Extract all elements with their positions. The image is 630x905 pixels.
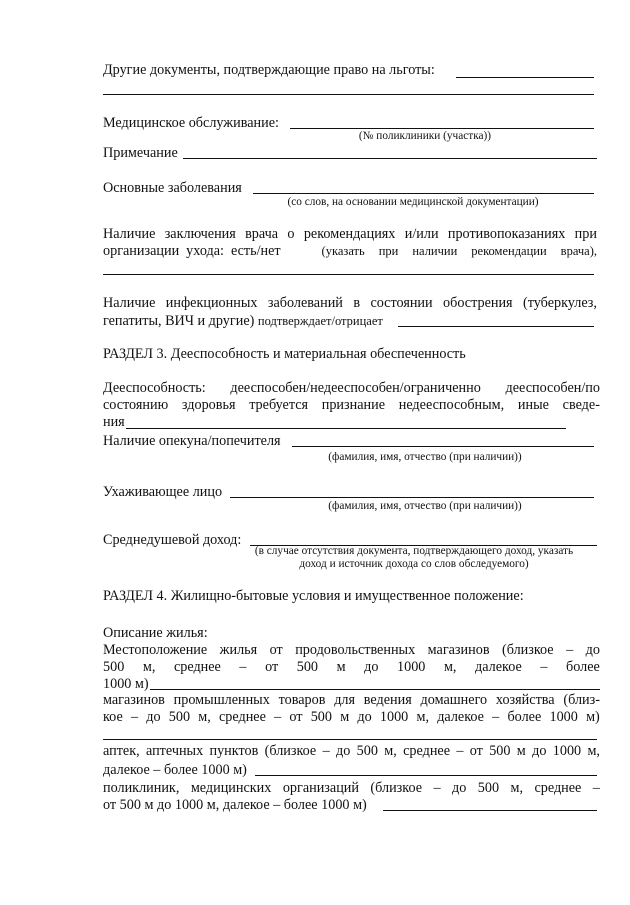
income-hint-line1: (в случае отсутствия документа, подтверждающего доход, указать <box>254 545 574 557</box>
medical-label: Медицинское обслуживание: <box>103 115 279 131</box>
pharmacy-line1 <box>103 743 600 760</box>
food-line2-word: 500 <box>296 659 319 675</box>
clinic-line1-word: 500 <box>477 780 500 796</box>
pharmacy-line1-word: м <box>516 743 526 759</box>
caregiver-field[interactable] <box>230 497 594 498</box>
doctor-line2-hint-word: наличии <box>412 244 458 258</box>
goods-line2-word: далекое <box>437 709 484 725</box>
other-docs-field-line2[interactable] <box>103 94 594 95</box>
food-line1 <box>103 642 600 659</box>
capacity-line2-word: иные <box>517 397 549 413</box>
goods-line2-word: 500 <box>168 709 191 725</box>
capacity-line1 <box>103 380 600 397</box>
other-docs-label: Другие документы, подтверждающие право на льготы: <box>103 62 435 78</box>
clinic-line2: от 500 м до 1000 м, далекое – более 1000 м) <box>103 797 367 813</box>
capacity-line2-word: требуется <box>249 397 309 413</box>
clinic-line1-word: поликлиник, <box>103 780 180 796</box>
goods-line2-word: от <box>289 709 303 725</box>
infection-line1-word: Наличие <box>103 295 156 311</box>
capacity-line2-word: сведе- <box>562 397 600 413</box>
other-docs-field[interactable] <box>456 77 594 78</box>
goods-field[interactable] <box>103 739 597 740</box>
doctor-line2-hint <box>322 243 597 260</box>
doctor-line1 <box>103 226 597 243</box>
infection-line1 <box>103 295 597 312</box>
capacity-line3: ния <box>103 414 125 430</box>
goods-line1-word: (близ- <box>563 692 600 708</box>
doctor-line2-hint-word: рекомендации <box>471 244 547 258</box>
caregiver-label: Ухаживающее лицо <box>103 484 223 500</box>
goods-line2-word: м <box>340 709 350 725</box>
clinic-field[interactable] <box>383 810 597 811</box>
food-line2 <box>103 659 600 676</box>
goods-line1 <box>103 692 600 709</box>
doctor-line2 <box>103 243 597 260</box>
capacity-line2-word: недееспособным, <box>398 397 505 413</box>
food-line2-word: 500 <box>103 659 125 675</box>
pharmacy-line1-word: м, <box>587 743 600 759</box>
food-line3: 1000 м) <box>103 676 149 692</box>
infection-line1-word: состоянии <box>370 295 433 311</box>
pharmacy-line2: далекое – более 1000 м) <box>103 762 247 778</box>
food-line2-word: 1000 <box>397 659 426 675</box>
doctor-line1-word: заключения <box>164 226 236 242</box>
diseases-hint: (со слов, на основании медицинской документации) <box>287 196 539 208</box>
infection-line1-word: обострения <box>443 295 513 311</box>
doctor-field[interactable] <box>103 274 594 275</box>
goods-line2-word: м, <box>198 709 211 725</box>
clinic-line1-word: (близкое <box>370 780 423 796</box>
goods-line2-word: м) <box>586 709 600 725</box>
goods-line2-word: 1000 <box>549 709 578 725</box>
goods-line2-word: 1000 <box>379 709 409 725</box>
goods-line1-word: магазинов <box>103 692 165 708</box>
clinic-line1-word: среднее <box>534 780 582 796</box>
goods-line1-word: для <box>334 692 356 708</box>
food-line2-word: до <box>364 659 379 675</box>
guardian-hint: (фамилия, имя, отчество (при наличии)) <box>328 451 522 463</box>
clinic-line1-word: м, <box>510 780 523 796</box>
caregiver-hint: (фамилия, имя, отчество (при наличии)) <box>328 500 522 512</box>
infection-field[interactable] <box>398 326 594 327</box>
doctor-line2-main-word: ухода: <box>186 243 224 259</box>
pharmacy-line1-word: – <box>322 743 330 759</box>
food-line1-word: от <box>269 642 283 658</box>
doctor-line1-word: рекомендациях <box>303 226 396 242</box>
infection-line1-word: инфекционных <box>165 295 258 311</box>
doctor-line1-word: Наличие <box>103 226 156 242</box>
capacity-line1-word: Дееспособность: <box>103 380 206 396</box>
infection-line2-hint: подтверждает/отрицает <box>257 314 383 328</box>
doctor-line2-hint-word: врача), <box>560 244 597 258</box>
infection-line1-word: в <box>353 295 361 311</box>
clinic-line1-word: до <box>452 780 467 796</box>
food-line2-word: – <box>540 659 548 675</box>
food-line1-word: (близкое <box>502 642 554 658</box>
doctor-line2-hint-word: при <box>378 244 399 258</box>
infection-line1-word: (туберкулез, <box>523 295 597 311</box>
doctor-line2-main <box>103 243 281 260</box>
pharmacy-line1-word: среднее <box>403 743 450 759</box>
goods-line2-word: – <box>274 709 282 725</box>
food-line2-word: далекое <box>475 659 522 675</box>
doctor-line1-word: противопоказаниях <box>447 226 566 242</box>
goods-line2 <box>103 709 600 726</box>
doctor-line1-word: при <box>574 226 597 242</box>
infection-line2-main: гепатиты, ВИЧ и другие) <box>103 313 255 329</box>
clinic-line1-word: – <box>592 780 600 796</box>
goods-line2-word: кое <box>103 709 123 725</box>
clinic-line1-word: медицинских <box>190 780 272 796</box>
guardian-label: Наличие опекуна/попечителя <box>103 433 281 449</box>
guardian-field[interactable] <box>292 446 594 447</box>
goods-line2-word: – <box>492 709 500 725</box>
doctor-line2-main-word: есть/нет <box>230 243 281 259</box>
doctor-line1-word: и/или <box>404 226 439 242</box>
clinic-line1-word: организаций <box>282 780 359 796</box>
pharmacy-line1-word: аптек, <box>103 743 140 759</box>
food-line1-word: жилья <box>219 642 258 658</box>
section3-title: РАЗДЕЛ 3. Дееспособность и материальная обеспеченность <box>103 346 466 362</box>
goods-line1-word: промышленных <box>173 692 270 708</box>
pharmacy-line1-word: до <box>335 743 351 759</box>
food-line2-word: от <box>265 659 279 675</box>
diseases-label: Основные заболевания <box>103 180 242 196</box>
infection-line1-word: заболеваний <box>267 295 343 311</box>
pharmacy-line1-word: до <box>532 743 547 759</box>
pharmacy-line1-word: – <box>456 743 464 759</box>
goods-line2-word: до <box>146 709 161 725</box>
medical-field[interactable] <box>290 128 594 129</box>
food-line1-word: магазинов <box>427 642 490 658</box>
pharmacy-line1-word: пунктов <box>209 743 259 759</box>
capacity-line2-word: состоянию <box>103 397 169 413</box>
doctor-line1-word: врача <box>245 226 279 242</box>
food-line1-word: продовольственных <box>295 642 416 658</box>
goods-line2-word: м, <box>416 709 429 725</box>
clinic-line1-word: – <box>433 780 441 796</box>
pharmacy-field[interactable] <box>255 775 597 776</box>
goods-line1-word: хозяйства <box>495 692 555 708</box>
food-line2-word: м <box>336 659 346 675</box>
food-line2-word: м, <box>443 659 457 675</box>
doctor-line2-hint-word: (указать <box>321 244 365 258</box>
goods-line1-word: товаров <box>278 692 326 708</box>
diseases-field[interactable] <box>253 193 594 194</box>
capacity-line1-word: дееспособен/по <box>505 380 600 396</box>
pharmacy-line1-word: 500 <box>489 743 511 759</box>
pharmacy-line1-word: 500 <box>356 743 378 759</box>
medical-hint: (№ поликлиники (участка)) <box>358 130 492 142</box>
capacity-field[interactable] <box>126 428 566 429</box>
goods-line1-word: домашнего <box>420 692 488 708</box>
food-line2-word: – <box>239 659 247 675</box>
pharmacy-line1-word: от <box>469 743 483 759</box>
goods-line2-word: – <box>130 709 139 725</box>
goods-line2-word: до <box>357 709 372 725</box>
income-hint-line2: доход и источник дохода со слов обследуемого) <box>299 558 529 570</box>
food-line2-word: среднее <box>173 659 221 675</box>
food-field[interactable] <box>150 689 600 690</box>
food-line2-word: более <box>566 659 600 675</box>
pharmacy-line1-word: м, <box>384 743 397 759</box>
food-line1-word: до <box>585 642 600 658</box>
note-field[interactable] <box>183 158 597 159</box>
goods-line2-word: 500 <box>310 709 332 725</box>
food-line1-word: – <box>566 642 574 658</box>
capacity-line2 <box>103 397 600 414</box>
housing-title: Описание жилья: <box>103 625 208 641</box>
goods-line2-word: среднее <box>218 709 266 725</box>
goods-line1-word: ведения <box>363 692 412 708</box>
clinic-line1 <box>103 780 600 797</box>
food-line2-word: м, <box>142 659 156 675</box>
capacity-line2-word: здоровья <box>181 397 236 413</box>
capacity-line2-word: признание <box>321 397 386 413</box>
doctor-line2-main-word: организации <box>103 243 180 259</box>
income-label: Среднедушевой доход: <box>103 532 242 548</box>
section4-title: РАЗДЕЛ 4. Жилищно-бытовые условия и имущественное положение: <box>103 588 524 604</box>
food-line1-word: Местоположение <box>103 642 208 658</box>
goods-line2-word: более <box>507 709 542 725</box>
capacity-line1-word: дееспособен/недееспособен/ограниченно <box>230 380 481 396</box>
pharmacy-line1-word: аптечных <box>145 743 204 759</box>
doctor-line1-word: о <box>287 226 295 242</box>
infection-line2 <box>103 313 383 330</box>
pharmacy-line1-word: 1000 <box>552 743 582 759</box>
pharmacy-line1-word: (близкое <box>264 743 317 759</box>
note-label: Примечание <box>103 145 178 161</box>
